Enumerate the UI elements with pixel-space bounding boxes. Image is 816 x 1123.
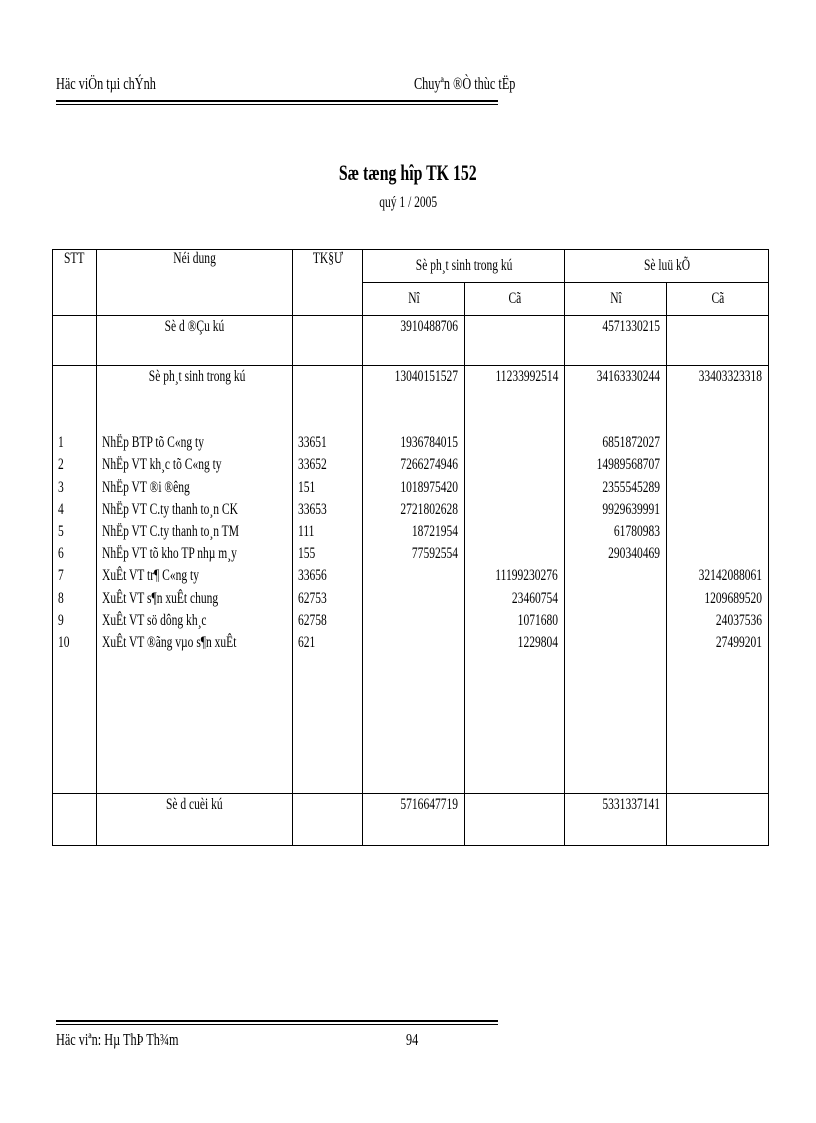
col-period-header: Sè ph¸t sinh trong kú bbox=[363, 250, 565, 283]
row-debit: 2721802628 bbox=[400, 500, 459, 518]
footer-student: Häc viªn: Hµ ThÞ Th¾m bbox=[56, 1030, 179, 1049]
row-content: XuÊt VT tr¶ C«ng ty bbox=[102, 567, 199, 585]
row-content: XuÊt VT s¶n xuÊt chung bbox=[102, 589, 219, 607]
table-row: 5 bbox=[58, 522, 64, 540]
header-topic: Chuyªn ®Ò thùc tËp bbox=[414, 74, 516, 93]
opening-label: Sè d ®Çu kú bbox=[164, 318, 225, 335]
table-row: 7 bbox=[58, 567, 64, 585]
footer-rule bbox=[56, 1020, 498, 1022]
row-content: XuÊt VT sö dông kh¸c bbox=[102, 611, 207, 629]
row-account: 33651 bbox=[298, 434, 328, 452]
row-debit: 1018975420 bbox=[400, 478, 459, 496]
opening-cum-debit: 4571330215 bbox=[602, 318, 661, 335]
row-content: XuÊt VT ®ãng vµo s¶n xuÊt bbox=[102, 633, 237, 651]
row-content: NhËp BTP tõ C«ng ty bbox=[102, 434, 204, 452]
col-content-header: Néi dung bbox=[97, 250, 293, 316]
row-account: 62753 bbox=[298, 589, 328, 607]
opening-debit: 3910488706 bbox=[400, 318, 459, 335]
header-rule bbox=[56, 100, 498, 102]
table-row: 3 bbox=[58, 478, 64, 496]
row-content: NhËp VT tõ kho TP nhµ m¸y bbox=[102, 545, 237, 563]
row-account: 33656 bbox=[298, 567, 328, 585]
row-credit: 1071680 bbox=[517, 611, 559, 629]
page-subtitle: quý 1 / 2005 bbox=[379, 194, 437, 211]
row-cum-debit: 61780983 bbox=[614, 522, 661, 540]
col-debit-header: Nî bbox=[363, 283, 465, 316]
closing-cum-debit: 5331337141 bbox=[602, 796, 661, 813]
transactions-block bbox=[53, 366, 769, 794]
row-content: NhËp VT kh¸c tõ C«ng ty bbox=[102, 456, 222, 474]
col-cum-debit-header: Nî bbox=[565, 283, 667, 316]
arising-cum-debit: 34163330244 bbox=[596, 368, 661, 385]
col-cum-credit-header: Cã bbox=[667, 283, 769, 316]
table-row: 2 bbox=[58, 456, 64, 474]
row-content: NhËp VT C.ty thanh to¸n CK bbox=[102, 500, 238, 518]
closing-balance-row bbox=[53, 794, 769, 846]
table-row: 1 bbox=[58, 434, 64, 452]
arising-cum-credit: 33403323318 bbox=[698, 368, 763, 385]
row-cum-debit: 14989568707 bbox=[596, 456, 661, 474]
row-credit: 23460754 bbox=[512, 589, 559, 607]
header-school: Häc viÖn tµi chÝnh bbox=[56, 74, 156, 93]
row-debit: 18721954 bbox=[412, 522, 459, 540]
ledger-table bbox=[52, 249, 769, 846]
table-row: 8 bbox=[58, 589, 64, 607]
col-credit-header: Cã bbox=[465, 283, 565, 316]
header-rule-thin bbox=[56, 104, 498, 105]
row-cum-credit: 27499201 bbox=[716, 633, 763, 651]
row-account: 155 bbox=[298, 545, 316, 563]
col-stt-header: STT bbox=[53, 250, 97, 316]
row-debit: 1936784015 bbox=[400, 434, 459, 452]
page-title: Sæ tæng hîp TK 152 bbox=[339, 160, 477, 185]
row-account: 62758 bbox=[298, 611, 328, 629]
row-cum-debit: 2355545289 bbox=[602, 478, 661, 496]
footer-rule-thin bbox=[56, 1024, 498, 1025]
arising-debit: 13040151527 bbox=[394, 368, 459, 385]
table-row: 10 bbox=[58, 633, 70, 651]
row-cum-debit: 9929639991 bbox=[602, 500, 661, 518]
closing-label: Sè d cuèi kú bbox=[166, 796, 223, 813]
page-number: 94 bbox=[406, 1030, 419, 1049]
row-content: NhËp VT ®i ®êng bbox=[102, 478, 190, 496]
row-account: 33652 bbox=[298, 456, 328, 474]
row-debit: 7266274946 bbox=[400, 456, 459, 474]
row-account: 33653 bbox=[298, 500, 328, 518]
table-row: 4 bbox=[58, 500, 64, 518]
col-cumulative-header: Sè luü kÕ bbox=[565, 250, 769, 283]
row-cum-debit: 6851872027 bbox=[602, 434, 661, 452]
table-row: 6 bbox=[58, 545, 64, 563]
row-cum-credit: 32142088061 bbox=[698, 567, 763, 585]
row-account: 151 bbox=[298, 478, 316, 496]
row-cum-credit: 1209689520 bbox=[704, 589, 763, 607]
table-row: 9 bbox=[58, 611, 64, 629]
arising-credit: 11233992514 bbox=[495, 368, 559, 385]
row-credit: 11199230276 bbox=[495, 567, 559, 585]
row-content: NhËp VT C.ty thanh to¸n TM bbox=[102, 522, 239, 540]
closing-debit: 5716647719 bbox=[400, 796, 459, 813]
row-account: 111 bbox=[298, 522, 315, 540]
row-account: 621 bbox=[298, 633, 316, 651]
row-debit: 77592554 bbox=[412, 545, 459, 563]
row-cum-debit: 290340469 bbox=[608, 545, 661, 563]
col-account-header: TK§Ư bbox=[293, 250, 363, 316]
row-cum-credit: 24037536 bbox=[716, 611, 763, 629]
row-credit: 1229804 bbox=[517, 633, 559, 651]
opening-balance-row bbox=[53, 316, 769, 366]
arising-label: Sè ph¸t sinh trong kú bbox=[148, 368, 246, 385]
